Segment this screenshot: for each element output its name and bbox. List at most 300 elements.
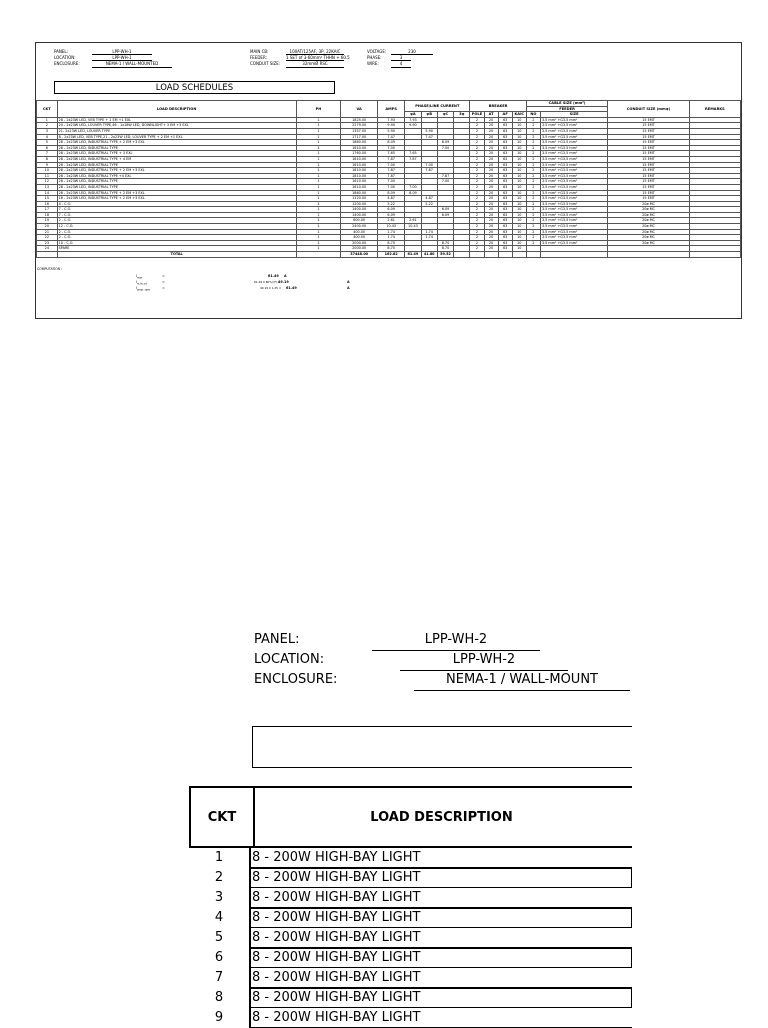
col-size: SIZE <box>540 112 607 118</box>
cell-pole: 2 <box>470 168 484 174</box>
cell-conduit: 15 EMT <box>608 140 689 146</box>
cell-pole: 2 <box>470 151 484 157</box>
cell-af: 63 <box>498 212 512 218</box>
cell-amps: 5.22 <box>378 201 405 207</box>
zoom-cell-load-description: 8 - 200W HIGH-BAY LIGHT <box>251 948 632 968</box>
cell-amps: 5.90 <box>378 128 405 134</box>
cell-kaic: 10 <box>512 212 526 218</box>
cell-af: 63 <box>498 123 512 129</box>
cell-kaic: 10 <box>512 201 526 207</box>
cell-ckt: 17 <box>37 207 58 213</box>
cell-load-description: 20 - 2x23W LED, LOUVER TYPE,46 - 1x18W LED, DOWNLIGHT+ 3 EM +3 EXL <box>57 123 296 129</box>
cell-no: 2 <box>526 179 540 185</box>
cell-amps: 7.87 <box>378 168 405 174</box>
cell-kaic: 10 <box>512 162 526 168</box>
cell-ph: 1 <box>296 240 341 246</box>
cell-af: 63 <box>498 151 512 157</box>
unit: A <box>347 280 350 284</box>
cell-amps: 10.43 <box>378 224 405 230</box>
cell-at: 20 <box>484 190 498 196</box>
cell-load-description: 28 - 2x23W LED, INDUSTRIAL TYPE + 3 EXL <box>57 151 296 157</box>
cell-size: 3.5 mm² +G3.5 mm² <box>540 207 607 213</box>
cell-conduit: 20ø MC <box>608 218 689 224</box>
cell-at: 20 <box>484 207 498 213</box>
cell-ckt: 22 <box>37 235 58 241</box>
wire-label: WIRE: <box>367 61 379 67</box>
cell-at: 20 <box>484 240 498 246</box>
cell-at: 20 <box>484 145 498 151</box>
cell-at: 20 <box>484 179 498 185</box>
cell-va: 600.00 <box>341 218 378 224</box>
cell-amps: 7.87 <box>378 156 405 162</box>
cell-conduit: 15 EMT <box>608 151 689 157</box>
cell-va: 1760.00 <box>341 151 378 157</box>
cell-phase-b: 1.74 <box>421 235 437 241</box>
cell-phase-b: 4.87 <box>421 196 437 202</box>
cell-pole: 2 <box>470 184 484 190</box>
total-label: TOTAL <box>57 252 296 258</box>
cell-va: 1810.00 <box>341 173 378 179</box>
cell-load-description: 10 - C.O. <box>57 240 296 246</box>
cell-kaic: 10 <box>512 190 526 196</box>
col-ph: PH <box>296 101 341 118</box>
panel-value: LPP-WH-1 <box>92 49 152 55</box>
cell-pole: 2 <box>470 196 484 202</box>
cell-load-description: 28 - 2x23W LED, VEB TYPE + 1 EM +1 EXL <box>57 117 296 123</box>
cell-no: 2 <box>526 229 540 235</box>
cell-at: 20 <box>484 151 498 157</box>
col-cable-size: CABLE SIZE (mm²) <box>526 101 607 107</box>
feeder-value: 1 SET of 3-60mm² THHN + 60.5 <box>286 55 350 61</box>
zoom-cell-load-description: 8 - 200W HIGH-BAY LIGHT <box>251 868 632 888</box>
cell-amps: 8.70 <box>378 240 405 246</box>
cell-phase-a: 9.90 <box>405 123 421 129</box>
conduit-value: 32mmØ RSC <box>286 61 344 67</box>
cell-kaic: 10 <box>512 246 526 252</box>
zoom-cell-ckt: 6 <box>189 948 251 968</box>
cell-at: 20 <box>484 128 498 134</box>
zoom-table-row <box>189 888 632 908</box>
cell-kaic: 10 <box>512 117 526 123</box>
cell-load-description: 7 - C.O. <box>57 212 296 218</box>
cell-no: 2 <box>526 173 540 179</box>
zoom-cell-ckt: 5 <box>189 928 251 948</box>
cell-kaic: 10 <box>512 140 526 146</box>
cell-conduit: 20ø MC <box>608 207 689 213</box>
cell-no: 2 <box>526 235 540 241</box>
cell-pole: 2 <box>470 201 484 207</box>
equals: = <box>162 286 165 290</box>
cell-va: 1860.00 <box>341 190 378 196</box>
zoom-cell-load-description: 8 - 200W HIGH-BAY LIGHT <box>251 988 632 1008</box>
cell-ph: 1 <box>296 196 341 202</box>
zoom-cell-ckt: 7 <box>189 968 251 988</box>
col-phase-b: φB <box>421 112 437 118</box>
zoom-table-row <box>189 1008 632 1028</box>
cell-at: 20 <box>484 134 498 140</box>
cell-kaic: 10 <box>512 240 526 246</box>
cell-amps: 6.09 <box>378 207 405 213</box>
cell-va: 1610.00 <box>341 162 378 168</box>
cell-amps: 7.47 <box>378 134 405 140</box>
zoom-col-load-description: LOAD DESCRIPTION <box>370 809 513 825</box>
cell-kaic: 10 <box>512 224 526 230</box>
cell-amps: 8.70 <box>378 246 405 252</box>
computation-value: 49.19 <box>278 280 289 284</box>
cell-phase-b: 7.00 <box>421 162 437 168</box>
cell-kaic: 10 <box>512 123 526 129</box>
cell-va: 1400.00 <box>341 212 378 218</box>
cell-at: 20 <box>484 162 498 168</box>
cell-conduit: 20ø MC <box>608 229 689 235</box>
i-symbol: I <box>136 280 137 284</box>
i-subscript: max <box>137 276 143 280</box>
cell-ckt: 23 <box>37 240 58 246</box>
cell-ph: 1 <box>296 212 341 218</box>
cell-af: 63 <box>498 240 512 246</box>
cell-ckt: 16 <box>37 201 58 207</box>
cell-pole: 2 <box>470 117 484 123</box>
zoom-location-value: LPP-WH-2 <box>400 650 568 671</box>
cell-kaic: 10 <box>512 229 526 235</box>
cell-af: 63 <box>498 162 512 168</box>
cell-at: 20 <box>484 218 498 224</box>
cell-ph: 1 <box>296 190 341 196</box>
cell-phase-a: 7.00 <box>405 184 421 190</box>
cell-ckt: 6 <box>37 145 58 151</box>
zoom-location-label: LOCATION: <box>254 652 325 667</box>
cell-phase-c: 8.70 <box>437 246 453 252</box>
cell-af: 63 <box>498 179 512 185</box>
cell-va: 1810.00 <box>341 168 378 174</box>
cell-kaic: 10 <box>512 196 526 202</box>
cell-conduit: 20ø MC <box>608 212 689 218</box>
cell-at: 20 <box>484 117 498 123</box>
computation-expression: 49.19 X 1.25 = <box>260 286 282 290</box>
cell-ckt: 4 <box>37 134 58 140</box>
cell-phase-c: 7.00 <box>437 179 453 185</box>
cell-size: 3.5 mm² +G3.5 mm² <box>540 235 607 241</box>
cell-phase-a: 7.87 <box>405 156 421 162</box>
zoom-cell-load-description: 8 - 200W HIGH-BAY LIGHT <box>251 968 632 988</box>
zoom-enclosure-label: ENCLOSURE: <box>254 672 338 687</box>
cell-no: 2 <box>526 128 540 134</box>
cell-at: 20 <box>484 246 498 252</box>
cell-load-description: 8 - 2x23W LED, VEB TYPE,21 - 2x23W LED, LOUVER TYPE + 2 EM +1 EXL <box>57 134 296 140</box>
cell-at: 20 <box>484 123 498 129</box>
cell-amps: 4.87 <box>378 196 405 202</box>
col-va: VA <box>341 101 378 118</box>
cell-ph: 1 <box>296 128 341 134</box>
cell-pole: 2 <box>470 156 484 162</box>
cell-conduit: 15 EMT <box>608 128 689 134</box>
unit: A <box>284 274 287 278</box>
col-phase-line-current: PHASE/LINE CURRENT <box>405 101 470 112</box>
cell-va: 2000.00 <box>341 240 378 246</box>
zoom-table-row <box>189 868 632 888</box>
cell-af: 63 <box>498 156 512 162</box>
zoom-panel-label: PANEL: <box>254 632 300 647</box>
zoom-cell-load-description: 8 - 200W HIGH-BAY LIGHT <box>251 1008 632 1028</box>
cell-va: 400.00 <box>341 235 378 241</box>
cell-conduit: 20ø MC <box>608 201 689 207</box>
cell-load-description: SPARE <box>57 246 296 252</box>
phase-value: 3 <box>391 55 411 61</box>
enclosure-value: NEMA-1 / WALL-MOUNTED <box>92 61 172 67</box>
cell-pole: 2 <box>470 134 484 140</box>
cell-amps: 7.00 <box>378 179 405 185</box>
cell-no: 2 <box>526 123 540 129</box>
cell-phase-a: 2.61 <box>405 218 421 224</box>
cell-ph: 1 <box>296 184 341 190</box>
cell-va: 1120.00 <box>341 196 378 202</box>
zoom-cell-ckt: 2 <box>189 868 251 888</box>
cell-size: 3.5 mm² +G3.5 mm² <box>540 162 607 168</box>
cell-ph: 1 <box>296 224 341 230</box>
cell-size: 3.5 mm² +G3.5 mm² <box>540 201 607 207</box>
cell-ckt: 18 <box>37 212 58 218</box>
cell-ph: 1 <box>296 246 341 252</box>
cell-at: 20 <box>484 173 498 179</box>
cell-ph: 1 <box>296 235 341 241</box>
location-label: LOCATION: <box>54 55 76 61</box>
cell-no: 2 <box>526 218 540 224</box>
cell-load-description: 28 - 2x23W LED, INDUSTRIAL TYPE <box>57 179 296 185</box>
cell-af: 63 <box>498 184 512 190</box>
cell-pole: 2 <box>470 207 484 213</box>
cell-no: 2 <box>526 212 540 218</box>
cell-pole: 2 <box>470 145 484 151</box>
cell-ph: 1 <box>296 173 341 179</box>
cell-load-description: 12 - C.O. <box>57 224 296 230</box>
cell-af: 63 <box>498 201 512 207</box>
cell-kaic: 10 <box>512 134 526 140</box>
cell-size: 3.5 mm² +G3.5 mm² <box>540 151 607 157</box>
cell-pole: 2 <box>470 140 484 146</box>
cell-va: 1717.00 <box>341 134 378 140</box>
feeder-label: FEEDER: <box>250 55 267 61</box>
zoom-cell-ckt: 9 <box>189 1008 251 1028</box>
cell-size: 3.5 mm² +G3.5 mm² <box>540 128 607 134</box>
cell-load-description: 7 - C.O. <box>57 207 296 213</box>
cell-ph: 1 <box>296 162 341 168</box>
cell-conduit: 15 EMT <box>608 168 689 174</box>
col-phase-a: φA <box>405 112 421 118</box>
cell-va: 2279.00 <box>341 123 378 129</box>
cell-amps: 2.61 <box>378 218 405 224</box>
cell-no: 2 <box>526 207 540 213</box>
cell-at: 20 <box>484 156 498 162</box>
cell-size: 3.5 mm² +G3.5 mm² <box>540 179 607 185</box>
cell-ph: 1 <box>296 145 341 151</box>
cell-conduit: 15 EMT <box>608 134 689 140</box>
equals: = <box>162 274 165 278</box>
phase-label: PHASE: <box>367 55 382 61</box>
cell-pole: 2 <box>470 229 484 235</box>
zoom-cell-ckt: 1 <box>189 848 251 868</box>
cell-conduit: 20ø MC <box>608 224 689 230</box>
cell-at: 20 <box>484 224 498 230</box>
cell-conduit: 15 EMT <box>608 123 689 129</box>
col-af: AF <box>498 112 512 118</box>
cell-va: 2400.00 <box>341 224 378 230</box>
cell-no: 2 <box>526 240 540 246</box>
zoom-panel-value: LPP-WH-2 <box>372 630 540 651</box>
zoom-table-row <box>189 908 632 928</box>
cell-no: 2 <box>526 162 540 168</box>
cell-conduit: 15 EMT <box>608 162 689 168</box>
cell-phase-c: 7.87 <box>437 173 453 179</box>
main-cb-value: 100AT/125AF, 3P, 22KAIC <box>286 49 344 55</box>
cell-kaic: 10 <box>512 207 526 213</box>
cell-phase-a: 7.93 <box>405 117 421 123</box>
cell-conduit: 15 EMT <box>608 196 689 202</box>
cell-load-description: 28 - 2x23W LED, INDUSTRIAL TYPE <box>57 145 296 151</box>
cell-load-description: 2 - C.O. <box>57 229 296 235</box>
cell-conduit: 15 EMT <box>608 190 689 196</box>
cell-ph: 1 <box>296 218 341 224</box>
cell-ckt: 13 <box>37 184 58 190</box>
cell-size: 3.5 mm² +G3.5 mm² <box>540 140 607 146</box>
unit: A <box>347 286 350 290</box>
cell-af: 63 <box>498 145 512 151</box>
voltage-value: 230 <box>391 49 433 55</box>
panel-label: PANEL: <box>54 49 68 54</box>
cell-at: 20 <box>484 168 498 174</box>
cell-ckt: 21 <box>37 229 58 235</box>
cell-conduit: 20ø MC <box>608 240 689 246</box>
cell-va: 2000.00 <box>341 246 378 252</box>
cell-no: 2 <box>526 168 540 174</box>
cell-at: 20 <box>484 212 498 218</box>
cell-no: 2 <box>526 156 540 162</box>
col-kaic: KAIC <box>512 112 526 118</box>
cell-size: 3.5 mm² +G3.5 mm² <box>540 117 607 123</box>
cell-ph: 1 <box>296 151 341 157</box>
cell-at: 20 <box>484 196 498 202</box>
cell-size: 3.5 mm² +G3.5 mm² <box>540 218 607 224</box>
cell-load-description: 28 - 2x23W LED, INDUSTRIAL TYPE + 2 EM +3 EXL <box>57 168 296 174</box>
cell-phase-a: 10.43 <box>405 224 421 230</box>
cell-ckt: 24 <box>37 246 58 252</box>
cell-va: 1810.00 <box>341 156 378 162</box>
cell-phase-b: 5.22 <box>421 201 437 207</box>
cell-ckt: 11 <box>37 173 58 179</box>
cell-va: 1357.00 <box>341 128 378 134</box>
zoom-table-row <box>189 928 632 948</box>
cell-af: 63 <box>498 117 512 123</box>
zoom-cell-load-description: 8 - 200W HIGH-BAY LIGHT <box>251 888 632 908</box>
cell-ph: 1 <box>296 168 341 174</box>
cell-ckt: 10 <box>37 168 58 174</box>
location-value: LPP-WH-1 <box>92 55 152 61</box>
cell-size: 3.5 mm² +G3.5 mm² <box>540 134 607 140</box>
cell-ckt: 3 <box>37 128 58 134</box>
cell-size: 3.5 mm² +G3.5 mm² <box>540 240 607 246</box>
cell-kaic: 10 <box>512 179 526 185</box>
col-phase-c: φC <box>437 112 453 118</box>
total-phase-c: 59.52 <box>437 252 453 258</box>
col-breaker: BREAKER <box>470 101 526 112</box>
cell-amps: 7.00 <box>378 145 405 151</box>
cell-ckt: 5 <box>37 140 58 146</box>
cell-phase-b: 1.74 <box>421 229 437 235</box>
zoom-cell-ckt: 3 <box>189 888 251 908</box>
cell-no: 2 <box>526 134 540 140</box>
cell-conduit: 20ø MC <box>608 235 689 241</box>
cell-ph: 1 <box>296 179 341 185</box>
cell-af: 63 <box>498 224 512 230</box>
cell-va: 1610.00 <box>341 145 378 151</box>
cell-pole: 2 <box>470 224 484 230</box>
computation-value: 61.49 <box>268 274 279 278</box>
cell-load-description: 28 - 2x23W LED, INDUSTRIAL TYPE + 2 EM +3 EXL <box>57 140 296 146</box>
cell-ckt: 9 <box>37 162 58 168</box>
zoom-col-ckt: CKT <box>191 788 255 846</box>
cell-ph: 1 <box>296 207 341 213</box>
cell-no: 2 <box>526 184 540 190</box>
cell-af: 63 <box>498 207 512 213</box>
col-amps: AMPS <box>378 101 405 118</box>
cell-amps: 6.09 <box>378 212 405 218</box>
cell-pole: 2 <box>470 190 484 196</box>
conduit-label: CONDUIT SIZE: <box>250 61 281 67</box>
cell-phase-b: 7.87 <box>421 168 437 174</box>
cell-af: 63 <box>498 246 512 252</box>
cell-pole: 2 <box>470 212 484 218</box>
zoom-table-header <box>189 786 632 848</box>
cell-kaic: 10 <box>512 151 526 157</box>
cell-no: 2 <box>526 201 540 207</box>
cell-ckt: 2 <box>37 123 58 129</box>
cell-pole: 2 <box>470 162 484 168</box>
col-feeder: FEEDER <box>526 106 607 112</box>
cell-amps: 8.09 <box>378 140 405 146</box>
cell-kaic: 10 <box>512 168 526 174</box>
cell-ph: 1 <box>296 229 341 235</box>
col-pole: POLE <box>471 112 483 117</box>
i-subscript: ampr. spec <box>137 288 151 292</box>
zoom-table-row <box>189 948 632 968</box>
cell-load-description: 28 - 2x23W LED, INDUSTRIAL TYPE <box>57 162 296 168</box>
col-remarks: REMARKS <box>689 101 740 118</box>
cell-af: 63 <box>498 190 512 196</box>
zoom-table-row <box>189 848 632 868</box>
cell-ph: 1 <box>296 140 341 146</box>
col-at: AT <box>484 112 498 118</box>
computation-value: 61.49 <box>286 286 297 290</box>
cell-pole: 2 <box>470 128 484 134</box>
cell-phase-a: 8.09 <box>405 190 421 196</box>
cell-conduit: 15 EMT <box>608 117 689 123</box>
cell-amps: 7.65 <box>378 151 405 157</box>
total-phase-b: 41.80 <box>421 252 437 258</box>
cell-conduit: 15 EMT <box>608 145 689 151</box>
cell-at: 20 <box>484 140 498 146</box>
cell-size: 3.5 mm² +G3.5 mm² <box>540 173 607 179</box>
cell-pole: 2 <box>470 235 484 241</box>
equals: = <box>162 280 165 284</box>
cell-pole: 2 <box>470 240 484 246</box>
cell-amps: 8.09 <box>378 190 405 196</box>
cell-load-description: 28 - 2x23W LED, INDUSTRIAL TYPE <box>57 184 296 190</box>
cell-load-description: 28 - 2x23W LED, INDUSTRIAL TYPE + 2 EM +3 EXL <box>57 190 296 196</box>
cell-size: 3.5 mm² +G3.5 mm² <box>540 190 607 196</box>
cell-size: 3.5 mm² +G3.5 mm² <box>540 229 607 235</box>
cell-conduit: 15 EMT <box>608 184 689 190</box>
cell-ckt: 20 <box>37 224 58 230</box>
cell-ph: 1 <box>296 117 341 123</box>
